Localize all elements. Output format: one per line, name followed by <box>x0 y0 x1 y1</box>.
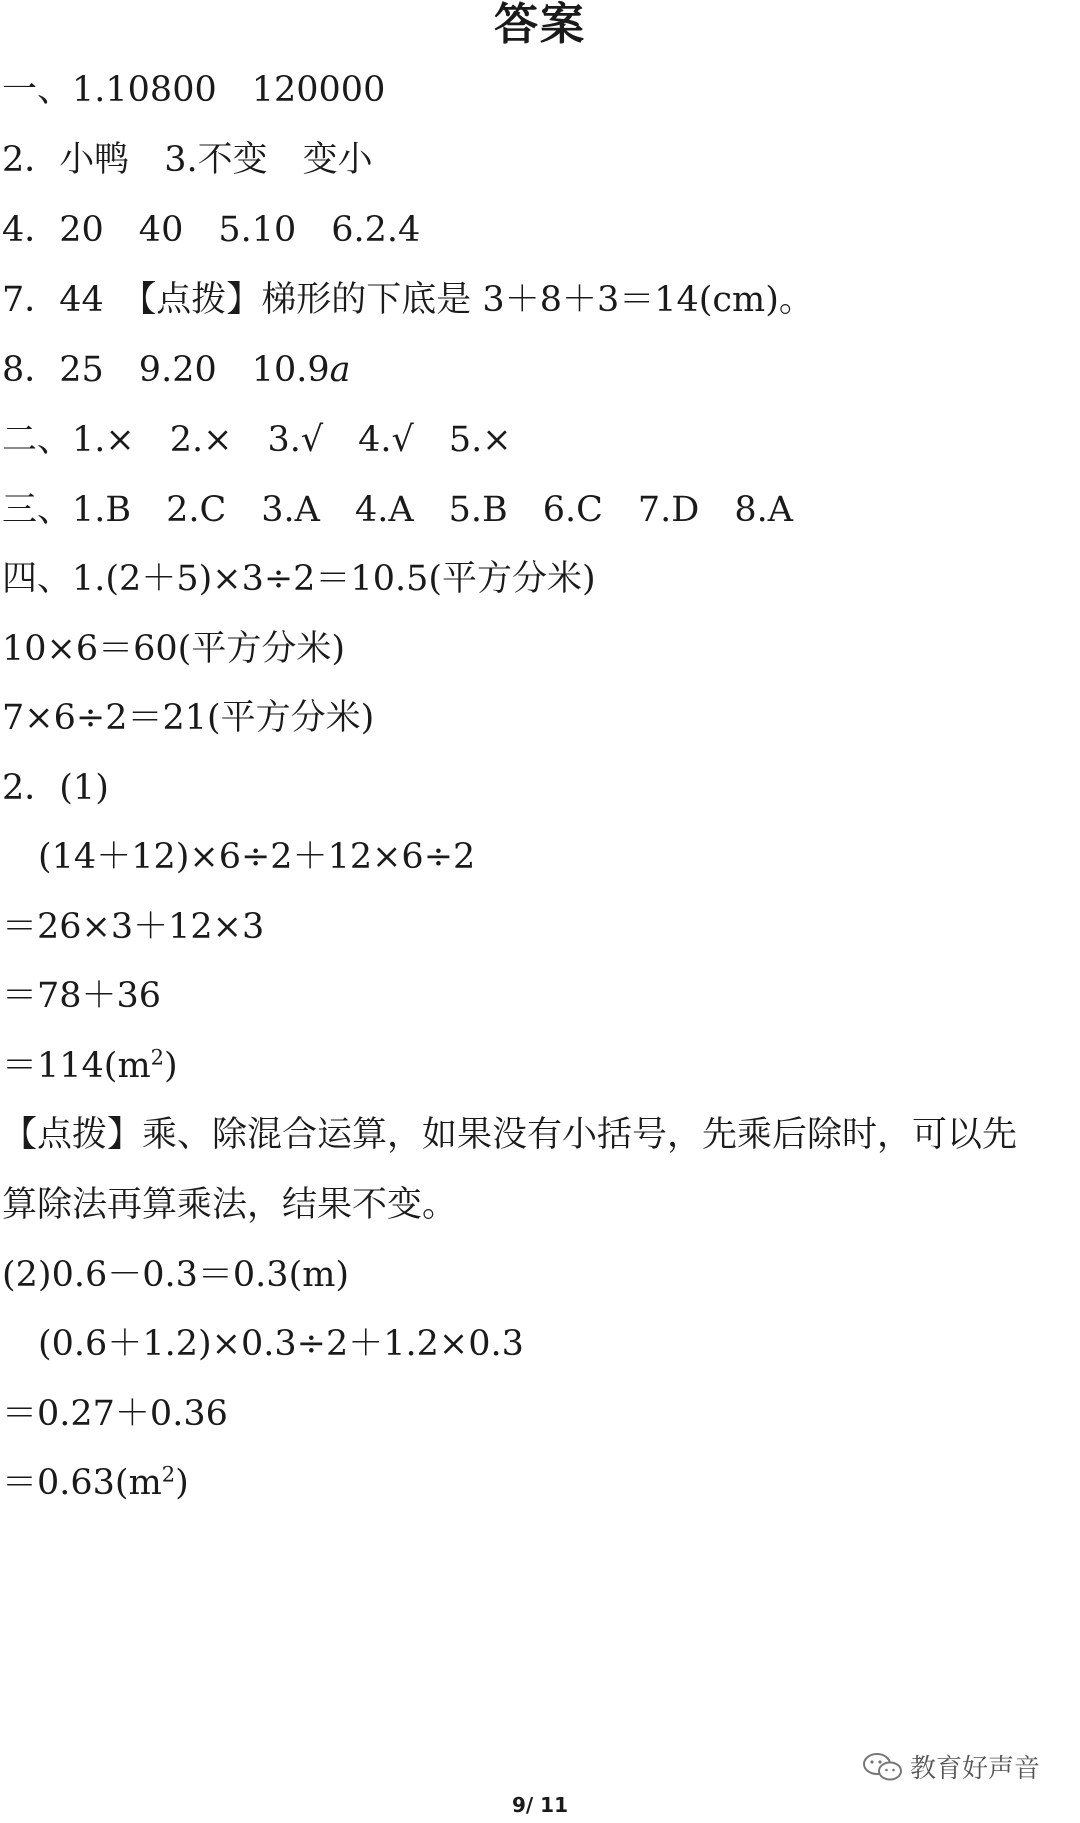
answer-line-11: 2．(1) <box>2 768 109 808</box>
watermark <box>862 1748 1040 1785</box>
answer-line-20: ＝0.27＋0.36 <box>2 1394 228 1434</box>
answer-line-4: 7．44 【点拨】梯形的下底是 3＋8＋3＝14(cm)。 <box>2 280 814 320</box>
answer-line-8: 四、1.(2＋5)×3÷2＝10.5(平方分米) <box>2 559 596 599</box>
answer-line-13: ＝26×3＋12×3 <box>2 907 265 947</box>
answer-line-14: ＝78＋36 <box>2 976 162 1016</box>
answer-line-6: 二、1.× 2.× 3.√ 4.√ 5.× <box>2 420 512 460</box>
answer-line-16: 【点拨】乘、除混合运算，如果没有小括号，先乘后除时，可以先 <box>2 1115 1018 1155</box>
answer-line-5-text: 8．25 9.20 10.9 <box>2 350 330 390</box>
answer-line-19: (0.6＋1.2)×0.3÷2＋1.2×0.3 <box>38 1324 524 1364</box>
superscript: 2 <box>150 1045 165 1070</box>
answer-line-9: 10×6＝60(平方分米) <box>2 629 345 669</box>
watermark-text: 教育好声音 <box>909 1754 1040 1784</box>
answer-line-10: 7×6÷2＝21(平方分米) <box>2 698 375 738</box>
answer-line-3: 4．20 40 5.10 6.2.4 <box>2 210 421 250</box>
superscript: 2 <box>161 1462 176 1487</box>
answer-line-15-text: ＝114(m <box>2 1046 151 1086</box>
answer-line-21-text: ＝0.63(m <box>2 1463 162 1503</box>
answer-line-1: 一、1.10800 120000 <box>2 70 386 110</box>
answer-line-15 <box>2 1044 178 1088</box>
page-number: 9/ 11 <box>511 1793 568 1817</box>
close-paren: ) <box>164 1046 178 1086</box>
italic-variable: a <box>329 350 351 390</box>
chat-bubble-icon <box>862 1751 904 1783</box>
close-paren: ) <box>175 1463 189 1503</box>
page-title: 答案 <box>494 0 586 50</box>
answer-line-18: (2)0.6－0.3＝0.3(m) <box>2 1255 350 1295</box>
answer-line-7: 三、1.B 2.C 3.A 4.A 5.B 6.C 7.D 8.A <box>2 490 794 530</box>
answer-line-17: 算除法再算乘法，结果不变。 <box>2 1185 458 1225</box>
answer-line-2: 2．小鸭 3.不变 变小 <box>2 140 373 180</box>
answer-line-21 <box>2 1461 189 1505</box>
answer-line-5 <box>2 348 351 392</box>
answer-line-12: (14＋12)×6÷2＋12×6÷2 <box>38 837 476 877</box>
